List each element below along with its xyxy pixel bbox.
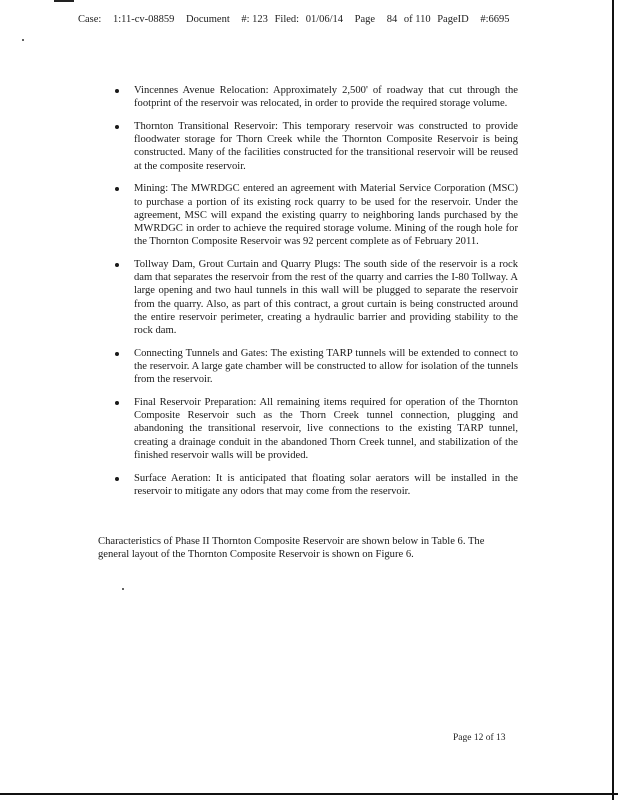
document-number: #: 123 (241, 14, 268, 25)
page-of: of 110 (403, 14, 431, 25)
case-number: 1:11-cv-08859 (112, 14, 175, 25)
case-label: Case: (78, 14, 102, 25)
scan-dot (22, 39, 24, 41)
filed-label: Filed: (274, 14, 300, 25)
bullet-icon (115, 477, 119, 481)
bullet-icon (115, 263, 119, 267)
list-item-text: Surface Aeration: It is anticipated that floating solar aerators will be installed in the reservoir to mitigate any odors that may come from the reservoir. (134, 472, 518, 497)
list-item (114, 120, 518, 173)
scan-dot (122, 588, 124, 590)
closing-paragraph: Characteristics of Phase II Thornton Composite Reservoir are shown below in Table 6. The general layout of the Thornton Composite Reservoir is shown on Figure 6. (98, 536, 485, 561)
pageid-number: #:6695 (480, 14, 510, 25)
scan-border-right (612, 0, 614, 800)
bullet-icon (115, 125, 119, 129)
list-item (114, 472, 518, 498)
list-item-text: Tollway Dam, Grout Curtain and Quarry Plugs: The south side of the reservoir is a rock dam that separates the reservoir from the rest of the quarry and carries the I-80 Tollway. A large opening and two haul tunnels in this wall will be plugged to separate the reservoir from the quarry. Also, as part of this contract, a grout curtain is being constructed around the entire reservoir perimeter, creating a hydraulic barrier and providing stability to the rock dam. (134, 259, 518, 337)
bullet-icon (115, 89, 119, 93)
pageid-label: PageID (437, 14, 469, 25)
filed-date: 01/06/14 (305, 14, 344, 25)
bullet-icon (115, 352, 119, 356)
scan-border-bottom (0, 793, 618, 795)
list-item (114, 396, 518, 462)
bullet-icon (115, 401, 119, 405)
page-number: 84 (386, 14, 398, 25)
page-footer: Page 12 of 13 (453, 733, 506, 743)
list-item (114, 258, 518, 337)
page-label: Page (354, 14, 376, 25)
list-item-text: Vincennes Avenue Relocation: Approximately 2,500' of roadway that cut through the footprint of the reservoir was relocated, in order to provide the required storage volume. (134, 85, 518, 110)
list-item-text: Final Reservoir Preparation: All remaining items required for operation of the Thornton Composite Reservoir such as the Thorn Creek tunnel connection, plugging and abandoning the transitional reservoir, live connections to the existing TARP tunnel, creating a drainage conduit in the abandoned Thorn Creek tunnel, and stabilization of the finished reservoir walls will be provided. (134, 397, 518, 461)
list-item (114, 347, 518, 387)
construction-items-list (114, 84, 518, 508)
bullet-icon (115, 187, 119, 191)
list-item-text: Connecting Tunnels and Gates: The existing TARP tunnels will be extended to connect to the reservoir. A large gate chamber will be constructed to allow for isolation of the tunnels from the reservoir. (134, 347, 518, 386)
list-item (114, 84, 518, 110)
list-item-text: Mining: The MWRDGC entered an agreement with Material Service Corporation (MSC) to purchase a portion of its existing rock quarry to be used for the reservoir. Under the agreement, MSC will expand the existing quarry to neighboring lands purchased by the MWRDGC in order to achieve the required storage volume. Mining of the rough hole for the Thornton Composite Reservoir was 92 percent complete as of February 2011. (134, 183, 518, 248)
list-item (114, 182, 518, 248)
court-filing-header (78, 14, 519, 25)
document-label: Document (186, 14, 230, 25)
scan-mark (54, 0, 74, 2)
list-item-text: Thornton Transitional Reservoir: This temporary reservoir was constructed to provide floodwater storage for Thorn Creek while the Thornton Composite Reservoir is being constructed. Many of the facilities constructed for the transitional reservoir will be reused at the composite reservoir. (134, 121, 518, 172)
